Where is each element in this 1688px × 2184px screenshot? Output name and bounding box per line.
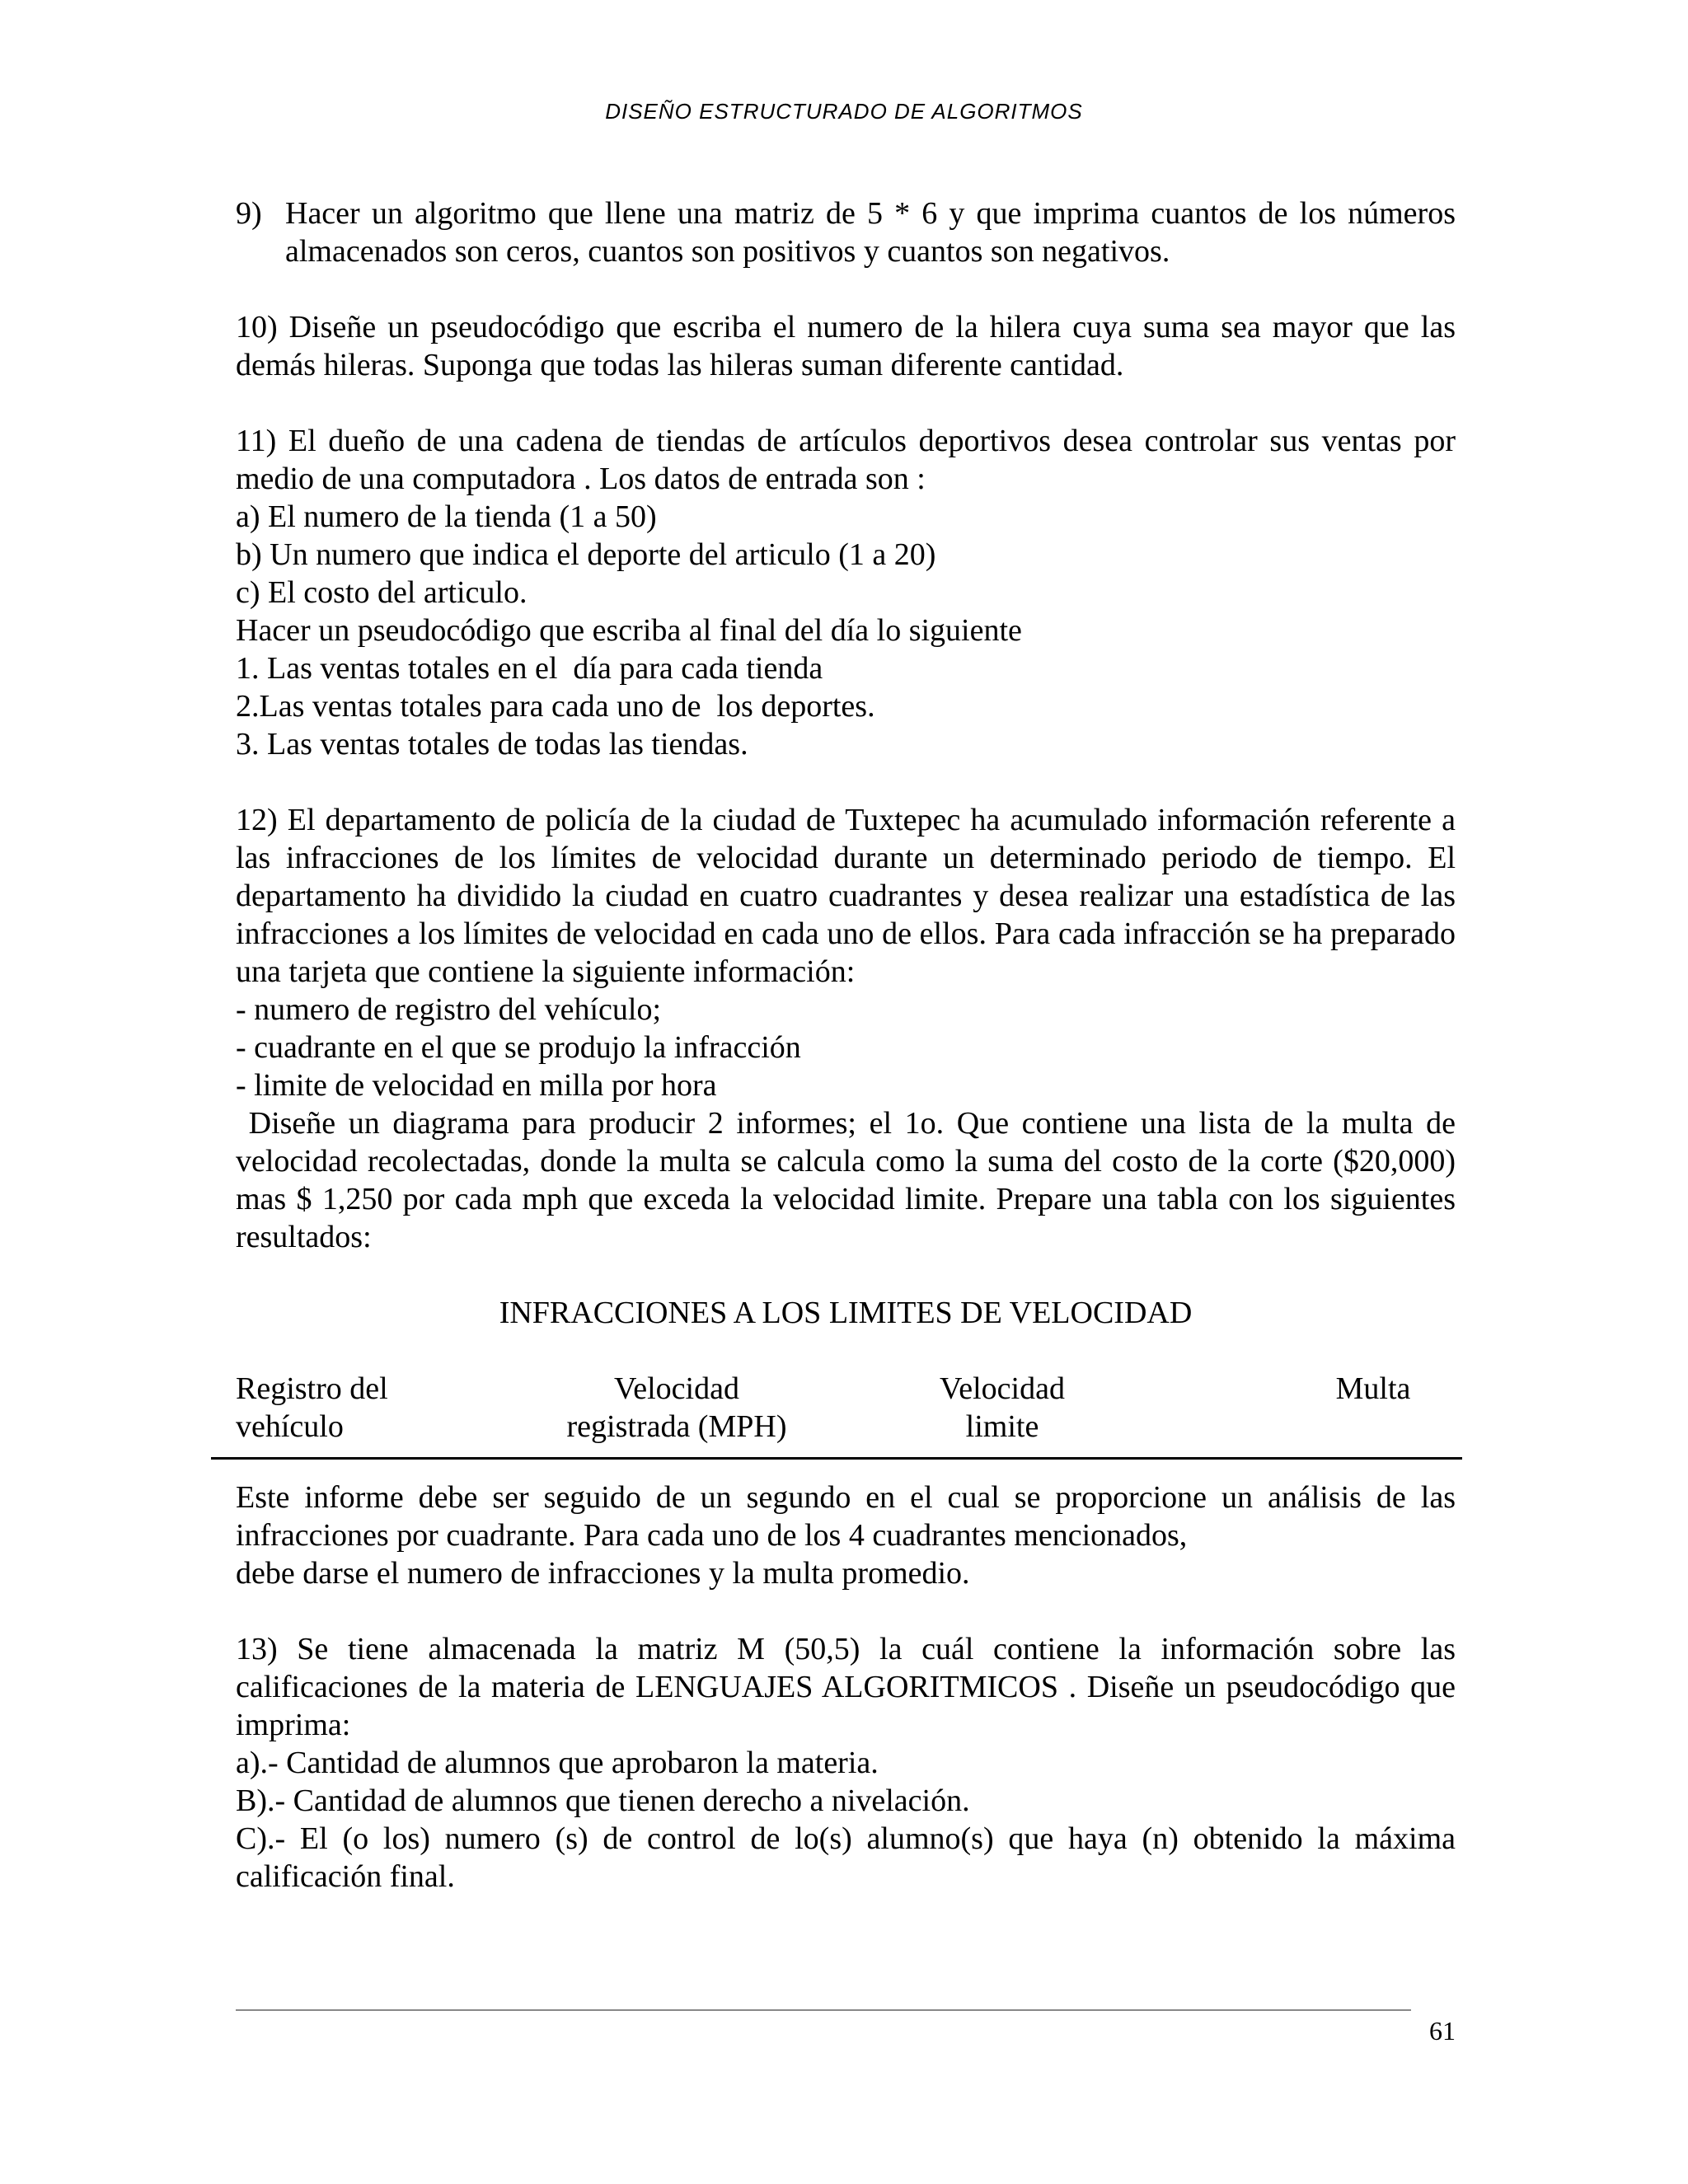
exercise-12-continuation: Diseñe un diagrama para producir 2 informes; el 1o. Que contiene una lista de la multa de velocidad recolectadas, donde la multa se calcula como la suma del costo de la corte ($20,000) mas $ 1,250 por cada mph que exceda la velocidad limite. Prepare una tabla con los siguientes resultados: (236, 1106, 1464, 1254)
exercise-12-after-table: Este informe debe ser seguido de un segundo en el cual se proporcione un análisis de las infracciones por cuadrante. Para cada uno de los 4 cuadrantes mencionados, debe darse el numero de infracciones y la multa promedio. (236, 1480, 1464, 1591)
exercise-11-line: b) Un numero que indica el deporte del articulo (1 a 20) (236, 537, 936, 572)
table-rule-spacer (236, 1457, 1456, 1477)
exercise-13-line: a).- Cantidad de alumnos que aprobaron la materia. (236, 1746, 879, 1780)
exercise-13-line: B).- Cantidad de alumnos que tienen derecho a nivelación. (236, 1783, 970, 1818)
exercise-11-line: 2.Las ventas totales para cada uno de los deportes. (236, 689, 875, 724)
exercise-12-line: - cuadrante en el que se produjo la infracción (236, 1030, 801, 1065)
exercise-13 (236, 1630, 1464, 1896)
exercise-13-intro: 13) Se tiene almacenada la matriz M (50,5) la cuál contiene la información sobre las calificaciones de la materia de LENGUAJES ALGORITMICOS . Diseñe un pseudocódigo que imprima: (236, 1632, 1464, 1742)
exercise-12-intro: 12) El departamento de policía de la ciudad de Tuxtepec ha acumulado información referente a las infracciones de los límites de velocidad durante un determinado periodo de tiempo. El departamento ha dividido la ciudad en cuatro cuadrantes y desea realizar una estadística de las infracciones a los límites de velocidad en cada uno de ellos. Para cada infracción se ha preparado una tarjeta que contiene la siguiente información: (236, 803, 1464, 989)
table-header-row (236, 1370, 1456, 1446)
exercise-11-line: 1. Las ventas totales en el día para cada tienda (236, 651, 823, 686)
exercise-11 (236, 422, 1464, 763)
exercise-10: 10) Diseñe un pseudocódigo que escriba el numero de la hilera cuya suma sea mayor que las demás hileras. Suponga que todas las hileras suman diferente cantidad. (236, 310, 1456, 382)
table-header-cell: Velocidad registrada (MPH) (566, 1371, 787, 1444)
exercise-11-line: c) El costo del articulo. (236, 575, 528, 610)
running-header: DISEÑO ESTRUCTURADO DE ALGORITMOS (605, 99, 1083, 124)
exercise-11-line: Hacer un pseudocódigo que escriba al final del día lo siguiente (236, 613, 1022, 648)
page-body (236, 194, 1464, 1896)
exercise-9-text: Hacer un algoritmo que llene una matriz de 5 * 6 y que imprima cuantos de los números almacenados son ceros, cuantos son positivos y cuantos son negativos. (285, 196, 1456, 269)
footer-rule (236, 2009, 1411, 2011)
exercise-9-number: 9) (236, 196, 262, 231)
table-header-cell: Velocidad limite (940, 1371, 1065, 1444)
exercise-12-line: - limite de velocidad en milla por hora (236, 1068, 717, 1103)
page-number: 61 (1429, 2016, 1456, 2046)
table-header-cell: Registro del vehículo (236, 1371, 388, 1444)
table-header-cell: Multa (1335, 1371, 1411, 1406)
exercise-11-line: 3. Las ventas totales de todas las tiendas. (236, 727, 748, 762)
exercise-11-intro: 11) El dueño de una cadena de tiendas de artículos deportivos desea controlar sus ventas por medio de una computadora . Los datos de entrada son : (236, 424, 1464, 496)
table-rule (211, 1457, 1462, 1460)
exercise-12-line: - numero de registro del vehículo; (236, 992, 662, 1027)
exercise-12 (236, 801, 1464, 1592)
exercise-11-line: a) El numero de la tienda (1 a 50) (236, 499, 657, 534)
table-title: INFRACCIONES A LOS LIMITES DE VELOCIDAD (499, 1296, 1193, 1330)
exercise-13-last: C).- El (o los) numero (s) de control de lo(s) alumno(s) que haya (n) obtenido la máxima calificación final. (236, 1821, 1464, 1894)
exercise-9 (236, 194, 1456, 270)
